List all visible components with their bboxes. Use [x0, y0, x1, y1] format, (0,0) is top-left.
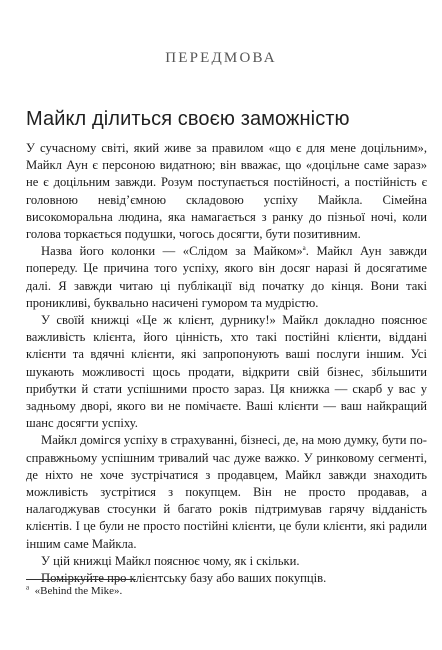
paragraph: У сучасному світі, який живе за правилом «що є для мене доцільним», Майкл Аун є персоною видатною; він вважає, що «доцільне саме зараз» не є доцільним завжди. Розум поступається постійності, а постійність є головною невід’ємною складовою успіху Майкла. Сімейна високоморальна людина, яка намагається з ранку до пізньої ночі, коли голова торкається подушки, чогось досягти, бути позитивним. [26, 141, 427, 242]
footnote-text: «Behind the Mike». [34, 585, 123, 597]
running-head: ПЕРЕДМОВА [165, 50, 277, 66]
footnote-ref: a [302, 244, 306, 253]
paragraph [26, 243, 427, 312]
paragraph-text: . Майкл Аун завжди попереду. Це причина того успіху, якого він досяг наразі й досягатиме далі. Я завжди читаю ці публікації від початку до кінця. Вони такі проникливі, буквально насичені гумором та мудрістю. [26, 244, 427, 310]
paragraph: Поміркуйте про клієнтську базу або ваших покупців. [41, 571, 327, 586]
body-text [26, 140, 427, 587]
footnote-marker: a [26, 583, 30, 592]
section-heading: Майкл ділиться своєю заможністю [26, 108, 350, 130]
paragraph-text: Назва його колонки — «Слідом за Майком» [41, 244, 303, 259]
paragraph: У своїй книжці «Це ж клієнт, дурнику!» Майкл докладно пояснює важливість клієнта, його цінність, хто такі постійні клієнти, віддані клієнти та вдячні клієнти, які запропонують ваші послуги іншим. Усі шукають можливості щось продати, відкрити свій бізнес, збільшити прибутки й стати успішними просто зараз. Ця книжка — скарб у вас у задньому дворі, якого ви не помічаєте. Ваші клієнти — ваш найкращий шанс досягти успіху. [26, 313, 427, 431]
footnote [26, 585, 426, 597]
paragraph: Майкл домігся успіху в страхуванні, бізнесі, де, на мою думку, бути по-справжньому успішним тривалий час дуже важко. У ринковому сегменті, де ніхто не хоче зустрічатися з продавцем, Майкл завжди знаходить можливість зустрітися з покупцем. Він не просто продавав, а налагоджував стосунки й багато років підтримував гарячу відданість клієнтів. І це були не просто постійні клієнти, це були клієнти, які радили іншим саме Майкла. [26, 433, 427, 551]
paragraph: У цій книжці Майкл пояснює чому, як і скільки. [41, 553, 300, 568]
footnote-divider [26, 579, 136, 580]
